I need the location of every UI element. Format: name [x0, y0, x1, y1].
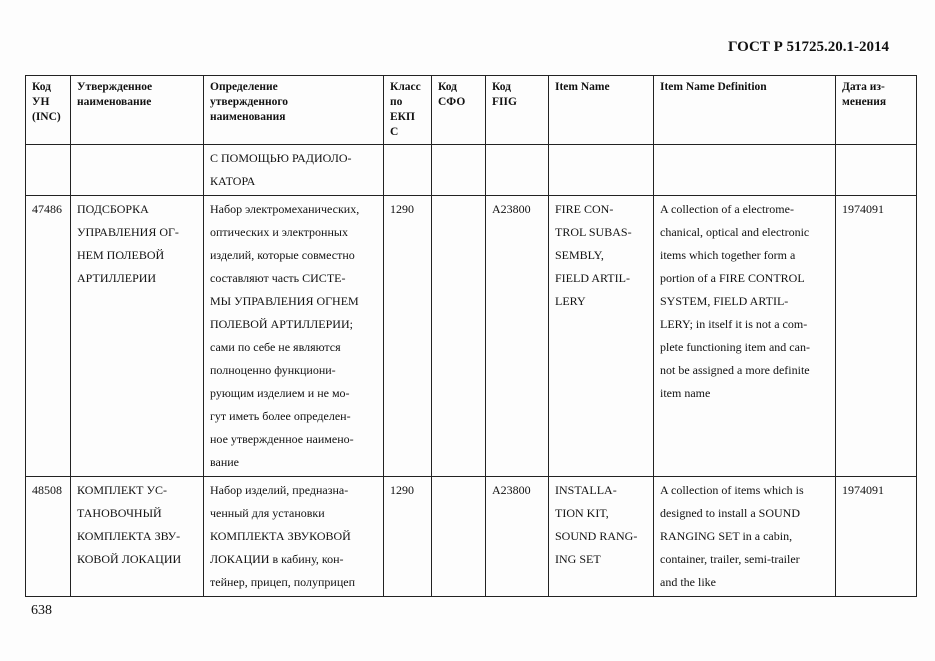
- cell-item-name-definition: [654, 196, 836, 477]
- text-line: КОМПЛЕКТА ЗВУКОВОЙ: [210, 529, 351, 543]
- text-line: тейнер, прицеп, полуприцеп: [210, 575, 356, 589]
- text-line: оптических и электронных: [210, 225, 348, 239]
- cell-approved-name: [71, 196, 204, 477]
- text-line: ТАНОВОЧНЫЙ: [77, 506, 162, 520]
- header-col-fiig: [486, 76, 549, 145]
- text-line: Набор изделий, предназна-: [210, 483, 349, 497]
- header-col-inc: [26, 76, 71, 145]
- cell-approved-name: [71, 145, 204, 196]
- cell-sfo: [432, 145, 486, 196]
- text-line: INSTALLA-: [555, 483, 617, 497]
- cell-sfo: [432, 196, 486, 477]
- header-text: утвержденного: [210, 96, 289, 108]
- text-line: TION KIT,: [555, 506, 609, 520]
- text-line: КОМПЛЕКТ УС-: [77, 483, 168, 497]
- text-line: RANGING SET in a cabin,: [660, 529, 793, 543]
- header-text: FIIG: [492, 96, 517, 108]
- text-line: TROL SUBAS-: [555, 225, 632, 239]
- text-line: полноценно функциони-: [210, 363, 336, 377]
- header-text: менения: [842, 96, 887, 108]
- cell-item-name: [549, 145, 654, 196]
- header-col-change-date: [836, 76, 917, 145]
- cell-item-name: [549, 477, 654, 597]
- text-line: portion of a FIRE CONTROL: [660, 271, 805, 285]
- text-line: FIRE CON-: [555, 202, 614, 216]
- cell-item-name-definition: [654, 477, 836, 597]
- header-text: Код: [438, 81, 458, 93]
- header-col-approved-name: [71, 76, 204, 145]
- header-col-sfo: [432, 76, 486, 145]
- header-text: СФО: [438, 96, 466, 108]
- cell-definition-ru: [204, 196, 384, 477]
- table-header-row: [26, 76, 917, 145]
- header-text: Item Name: [555, 81, 610, 93]
- text-line: container, trailer, semi-trailer: [660, 552, 800, 566]
- cell-inc: 47486: [26, 196, 71, 477]
- header-text: Дата из-: [842, 81, 885, 93]
- table-row: [26, 477, 917, 597]
- text-line: ченный для установки: [210, 506, 325, 520]
- header-text: УН: [32, 96, 50, 108]
- text-line: SYSTEM, FIELD ARTIL-: [660, 294, 789, 308]
- cell-approved-name: [71, 477, 204, 597]
- header-col-definition-ru: [204, 76, 384, 145]
- cell-fiig: [486, 145, 549, 196]
- cell-class: [384, 145, 432, 196]
- text-line: SOUND RANG-: [555, 529, 638, 543]
- table-row: [26, 145, 917, 196]
- text-line: designed to install a SOUND: [660, 506, 800, 520]
- text-line: рующим изделием и не мо-: [210, 386, 350, 400]
- header-col-item-name: [549, 76, 654, 145]
- cell-change-date: [836, 145, 917, 196]
- header-text: Код: [492, 81, 512, 93]
- text-line: chanical, optical and electronic: [660, 225, 810, 239]
- text-line: ЛОКАЦИИ в кабину, кон-: [210, 552, 344, 566]
- header-text: Класс: [390, 81, 421, 93]
- cell-inc: 48508: [26, 477, 71, 597]
- header-text: (INC): [32, 111, 61, 123]
- text-line: КОМПЛЕКТА ЗВУ-: [77, 529, 181, 543]
- header-text: Утвержденное: [77, 81, 153, 93]
- text-line: составляют часть СИСТЕ-: [210, 271, 346, 285]
- text-line: ING SET: [555, 552, 601, 566]
- item-name-table: [25, 75, 917, 597]
- header-text: наименование: [77, 96, 152, 108]
- text-line: вание: [210, 455, 240, 469]
- header-text: Определение: [210, 81, 278, 93]
- header-text: по: [390, 96, 403, 108]
- text-line: С ПОМОЩЬЮ РАДИОЛО-: [210, 151, 352, 165]
- text-line: КАТОРА: [210, 174, 256, 188]
- text-line: item name: [660, 386, 711, 400]
- text-line: изделий, которые совместно: [210, 248, 355, 262]
- text-line: items which together form a: [660, 248, 796, 262]
- header-text: Item Name Definition: [660, 81, 767, 93]
- text-line: not be assigned a more definite: [660, 363, 810, 377]
- text-line: A collection of items which is: [660, 483, 804, 497]
- text-line: ное утвержденное наимено-: [210, 432, 354, 446]
- cell-change-date: 1974091: [836, 477, 917, 597]
- cell-change-date: 1974091: [836, 196, 917, 477]
- text-line: plete functioning item and can-: [660, 340, 810, 354]
- text-line: КОВОЙ ЛОКАЦИИ: [77, 552, 182, 566]
- cell-definition-ru: [204, 145, 384, 196]
- text-line: Набор электромеханических,: [210, 202, 360, 216]
- header-col-class: [384, 76, 432, 145]
- text-line: гут иметь более определен-: [210, 409, 351, 423]
- text-line: LERY; in itself it is not a com-: [660, 317, 808, 331]
- text-line: УПРАВЛЕНИЯ ОГ-: [77, 225, 179, 239]
- cell-class: 1290: [384, 196, 432, 477]
- text-line: ПОДСБОРКА: [77, 202, 149, 216]
- header-col-item-name-definition: [654, 76, 836, 145]
- text-line: A collection of a electrome-: [660, 202, 794, 216]
- cell-definition-ru: [204, 477, 384, 597]
- cell-sfo: [432, 477, 486, 597]
- text-line: and the like: [660, 575, 716, 589]
- text-line: ПОЛЕВОЙ АРТИЛЛЕРИИ;: [210, 317, 353, 331]
- cell-item-name: [549, 196, 654, 477]
- text-line: FIELD ARTIL-: [555, 271, 630, 285]
- text-line: МЫ УПРАВЛЕНИЯ ОГНЕМ: [210, 294, 359, 308]
- table-row: [26, 196, 917, 477]
- text-line: АРТИЛЛЕРИИ: [77, 271, 157, 285]
- cell-item-name-definition: [654, 145, 836, 196]
- header-text: С: [390, 126, 399, 138]
- text-line: сами по себе не являются: [210, 340, 341, 354]
- header-text: Код: [32, 81, 52, 93]
- document-title: ГОСТ Р 51725.20.1-2014: [727, 39, 889, 55]
- page-number: 638: [31, 603, 52, 618]
- header-text: ЕКП: [390, 111, 415, 123]
- text-line: НЕМ ПОЛЕВОЙ: [77, 248, 165, 262]
- cell-inc: [26, 145, 71, 196]
- header-text: наименования: [210, 111, 286, 123]
- text-line: SEMBLY,: [555, 248, 604, 262]
- text-line: LERY: [555, 294, 586, 308]
- cell-fiig: A23800: [486, 196, 549, 477]
- cell-fiig: A23800: [486, 477, 549, 597]
- cell-class: 1290: [384, 477, 432, 597]
